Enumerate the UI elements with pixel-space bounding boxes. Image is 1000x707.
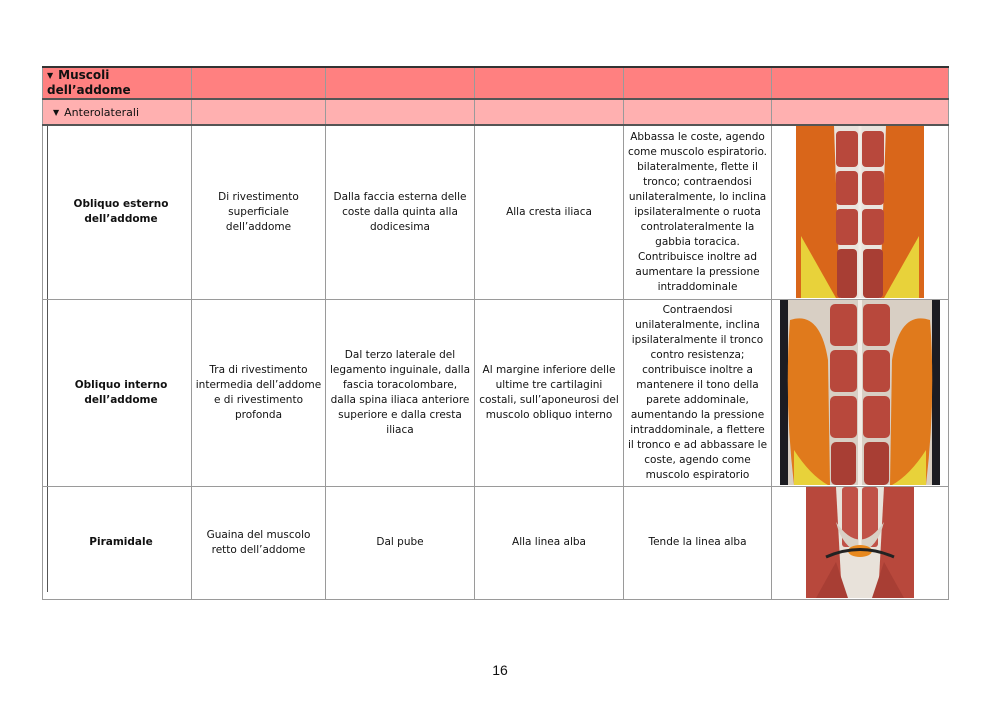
page-number: 16: [492, 662, 508, 678]
sede-cell: Guaina del muscolo retto dell’addome: [192, 486, 326, 599]
disclosure-triangle-icon[interactable]: ▼: [53, 107, 60, 117]
muscle-image-cell: [772, 299, 949, 486]
muscle-name: Obliquo interno dell’addome: [43, 299, 192, 486]
muscle-name: Obliquo esterno dell’addome: [43, 125, 192, 299]
section-header[interactable]: [43, 67, 192, 99]
table-row: [43, 486, 949, 599]
funzione-cell: Abbassa le coste, agendo come muscolo espiratorio. bilateralmente, flette il tronco; contraendosi unilateralmente, lo inclina ipsilateralmente o ruota controlateralmente la gabbia toracica. Contribuisce inoltre ad aumentare la pressione intraddominale: [624, 125, 772, 299]
origine-cell: Dal terzo laterale del legamento inguinale, dalla fascia toracolombare, dalla spina iliaca anteriore superiore e dalla cresta iliaca: [326, 299, 475, 486]
muscle-name: Piramidale: [43, 486, 192, 599]
inserzione-cell: Alla linea alba: [475, 486, 624, 599]
inserzione-cell: Al margine inferiore delle ultime tre cartilagini costali, sull’aponeurosi del muscolo obliquo interno: [475, 299, 624, 486]
origine-cell: Dal pube: [326, 486, 475, 599]
muscles-table: [42, 66, 949, 600]
internal-oblique-illustration: [780, 300, 940, 485]
subsection-header[interactable]: [43, 99, 192, 125]
origine-cell: Dalla faccia esterna delle coste dalla quinta alla dodicesima: [326, 125, 475, 299]
muscle-image-cell: [772, 125, 949, 299]
section-row[interactable]: [43, 67, 949, 99]
section-label: Muscoli dell’addome: [47, 68, 131, 97]
pyramidalis-illustration: [806, 487, 914, 598]
disclosure-triangle-icon[interactable]: ▼: [47, 71, 54, 80]
external-oblique-illustration: [796, 126, 924, 298]
muscle-image-cell: [772, 486, 949, 599]
sede-cell: Tra di rivestimento intermedia dell’addome e di rivestimento profonda: [192, 299, 326, 486]
funzione-cell: Tende la linea alba: [624, 486, 772, 599]
funzione-cell: Contraendosi unilateralmente, inclina ipsilateralmente il tronco contro resistenza; contribuisce inoltre a mantenere il tono della parete addominale, aumentando la pressione intraddominale, a flettere il tronco e ad abbassare le coste, agendo come muscolo espiratorio: [624, 299, 772, 486]
table-row: [43, 125, 949, 299]
sede-cell: Di rivestimento superficiale dell’addome: [192, 125, 326, 299]
subsection-row[interactable]: [43, 99, 949, 125]
subsection-label: Anterolaterali: [64, 105, 139, 119]
inserzione-cell: Alla cresta iliaca: [475, 125, 624, 299]
table-row: [43, 299, 949, 486]
